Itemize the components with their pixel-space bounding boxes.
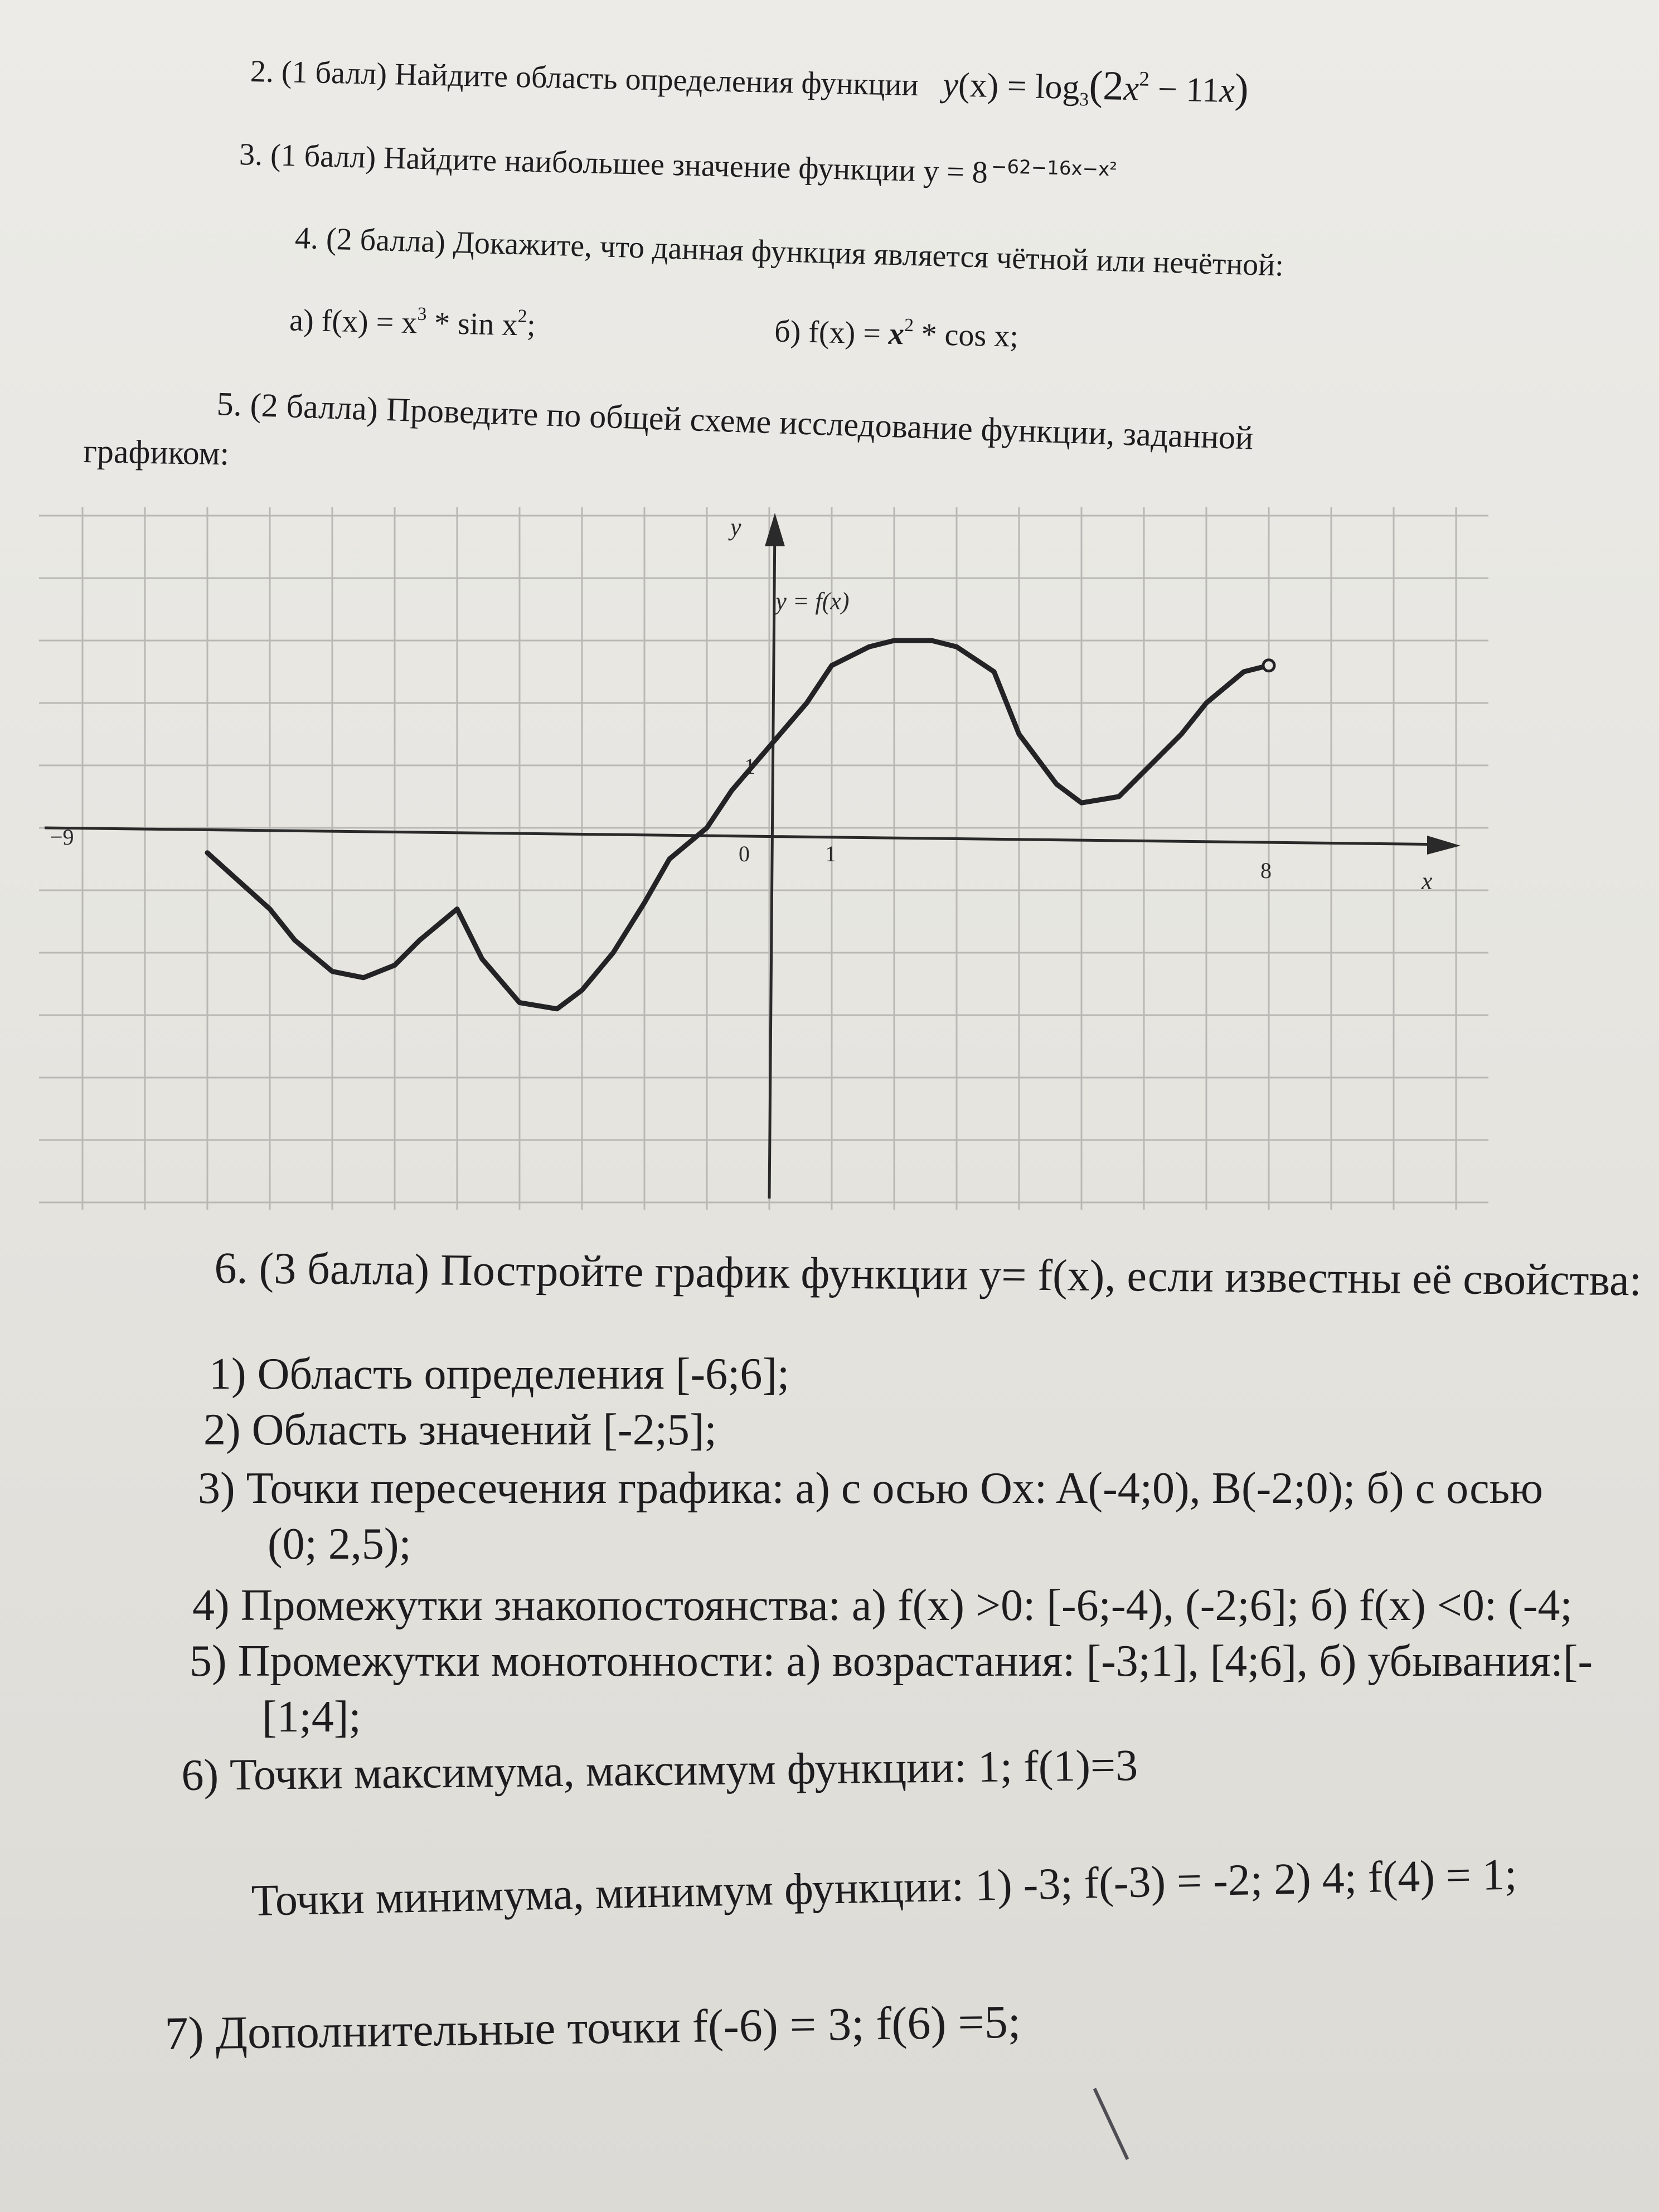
problem-4-a-text: а) f(x) = x	[289, 303, 418, 341]
curve-point	[831, 664, 833, 667]
problem-2-text: 2. (1 балл) Найдите область определения функции	[250, 54, 919, 103]
property-6-min	[251, 1849, 1517, 1927]
curve-point	[1080, 802, 1083, 804]
curve-point	[806, 702, 808, 704]
property-6-text: 6) Точки максимума, максимум функции: 1; f(1)=3	[181, 1741, 1138, 1800]
problem-2-log: = log	[1007, 67, 1080, 107]
curve-end-point	[1263, 660, 1274, 671]
curve-point	[294, 939, 296, 942]
problem-4-a-end: ;	[526, 308, 536, 343]
property-5-cont-text: [1;4];	[262, 1692, 361, 1742]
curve-point	[331, 971, 333, 973]
curve-point	[419, 939, 421, 942]
property-1	[209, 1349, 789, 1400]
problem-4-b	[774, 312, 1019, 355]
curve-point	[1055, 783, 1058, 785]
property-5-cont	[262, 1692, 361, 1743]
curve-point	[768, 745, 770, 748]
curve-point	[394, 964, 396, 966]
tick-label-x-one: 1	[825, 841, 836, 866]
curve-point	[1243, 671, 1245, 673]
curve-point	[612, 952, 614, 954]
curve-point	[456, 908, 458, 910]
problem-5-text: 5. (2 балла) Проведите по общей схеме исследование функции, заданной	[216, 385, 1254, 457]
problem-4-text: 4. (2 балла) Докажите, что данная функция является чётной или нечётной:	[294, 220, 1284, 283]
tick-label-x-max: 8	[1260, 858, 1272, 883]
pen-mark	[1093, 2088, 1129, 2160]
property-3-text: 3) Точки пересечения графика: а) с осью Ox: A(-4;0), B(-2;0); б) с осью	[198, 1464, 1543, 1513]
problem-2-log-base: 3	[1079, 89, 1089, 110]
problem-2-close: )	[1234, 65, 1249, 112]
curve-point	[1143, 770, 1145, 773]
problem-6-text: 6. (3 балла) Постройте график функции y= f(x), если известны её свойства:	[214, 1244, 1642, 1306]
curve-point	[706, 827, 708, 829]
problem-4-a-exp2: 2	[517, 305, 527, 327]
problem-3	[239, 137, 1117, 193]
property-2	[203, 1405, 717, 1456]
problem-5-cont	[83, 432, 230, 473]
property-3-cont	[268, 1519, 411, 1570]
x-axis-label: x	[1422, 867, 1433, 895]
tick-label-y-one: 1	[744, 754, 755, 779]
curve-point	[993, 671, 995, 673]
tick-label-origin: 0	[739, 841, 750, 866]
curve-point	[518, 1002, 521, 1004]
curve-point	[362, 977, 365, 979]
property-4	[192, 1580, 1573, 1631]
curve-point	[731, 789, 733, 792]
curve-point	[206, 852, 208, 854]
property-6	[181, 1740, 1138, 1801]
problem-2-exp: 2	[1138, 67, 1150, 91]
curve-point	[556, 1008, 558, 1010]
problem-2-open: (2	[1088, 62, 1124, 109]
problem-4-a-exp: 3	[417, 303, 427, 325]
property-5-text: 5) Промежутки монотонности: а) возрастания: [-3;1], [4;6], б) убывания:[-	[190, 1637, 1593, 1686]
problem-3-exponent: −62−16x−x²	[991, 155, 1118, 181]
property-3	[198, 1463, 1543, 1514]
property-7-text: 7) Дополнительные точки f(-6) = 3; f(6) =5;	[164, 1996, 1021, 2060]
curve-point	[868, 646, 870, 648]
problem-5-text-2: графиком:	[83, 432, 230, 472]
graph-curve-path	[207, 641, 1269, 1009]
graph-labels	[50, 513, 1433, 895]
curve-point	[481, 958, 483, 960]
problem-5	[216, 385, 1254, 458]
problem-3-text: 3. (1 балл) Найдите наибольшее значение функции y = 8	[239, 137, 988, 190]
problem-2-tail: − 11	[1157, 70, 1220, 110]
problem-4	[294, 220, 1284, 284]
tick-label-x-min: −9	[50, 824, 74, 850]
curve-point	[1118, 795, 1120, 798]
graph-curve-group	[206, 639, 1274, 1010]
curve-point	[1205, 702, 1207, 704]
problem-4-b-text: б) f(x) =	[774, 314, 889, 351]
property-3-cont-text: (0; 2,5);	[268, 1520, 411, 1569]
problem-4-a	[289, 301, 536, 343]
problem-2	[250, 45, 1249, 114]
curve-point	[930, 639, 933, 642]
problem-2-x: x	[1123, 69, 1139, 108]
problem-4-a-mid: * sin x	[426, 305, 518, 343]
graph-axes	[45, 513, 1461, 1199]
curve-point	[581, 989, 583, 991]
curve-point	[643, 901, 646, 904]
curve-point	[668, 858, 671, 860]
property-6-min-text: Точки минимума, минимум функции: 1) -3; f(-3) = -2; 2) 4; f(4) = 1;	[251, 1850, 1517, 1925]
problem-2-xvar: (x)	[958, 66, 1000, 105]
curve-point	[1180, 733, 1182, 735]
property-7	[164, 1995, 1021, 2061]
property-5	[190, 1636, 1593, 1687]
problem-2-y: y	[942, 66, 959, 104]
property-4-text: 4) Промежутки знакопостоянства: а) f(x) >0: [-6;-4), (-2;6]; б) f(x) <0: (-4;	[192, 1581, 1573, 1630]
curve-point	[269, 908, 271, 910]
problem-4-b-end: * cos x;	[913, 317, 1019, 354]
problem-6	[214, 1243, 1642, 1306]
curve-label: y = f(x)	[775, 588, 850, 615]
curve-point	[893, 639, 895, 642]
property-1-text: 1) Область определения [-6;6];	[209, 1350, 790, 1399]
y-axis-arrow	[765, 513, 785, 546]
curve-point	[1018, 733, 1020, 735]
function-graph	[33, 502, 1494, 1215]
problem-4-b-exp: 2	[904, 314, 914, 336]
curve-point	[955, 646, 958, 648]
y-axis-label: y	[730, 513, 741, 541]
problem-2-x2: x	[1219, 71, 1235, 110]
property-2-text: 2) Область значений [-2;5];	[203, 1405, 717, 1454]
problem-4-b-x: x	[888, 316, 905, 352]
